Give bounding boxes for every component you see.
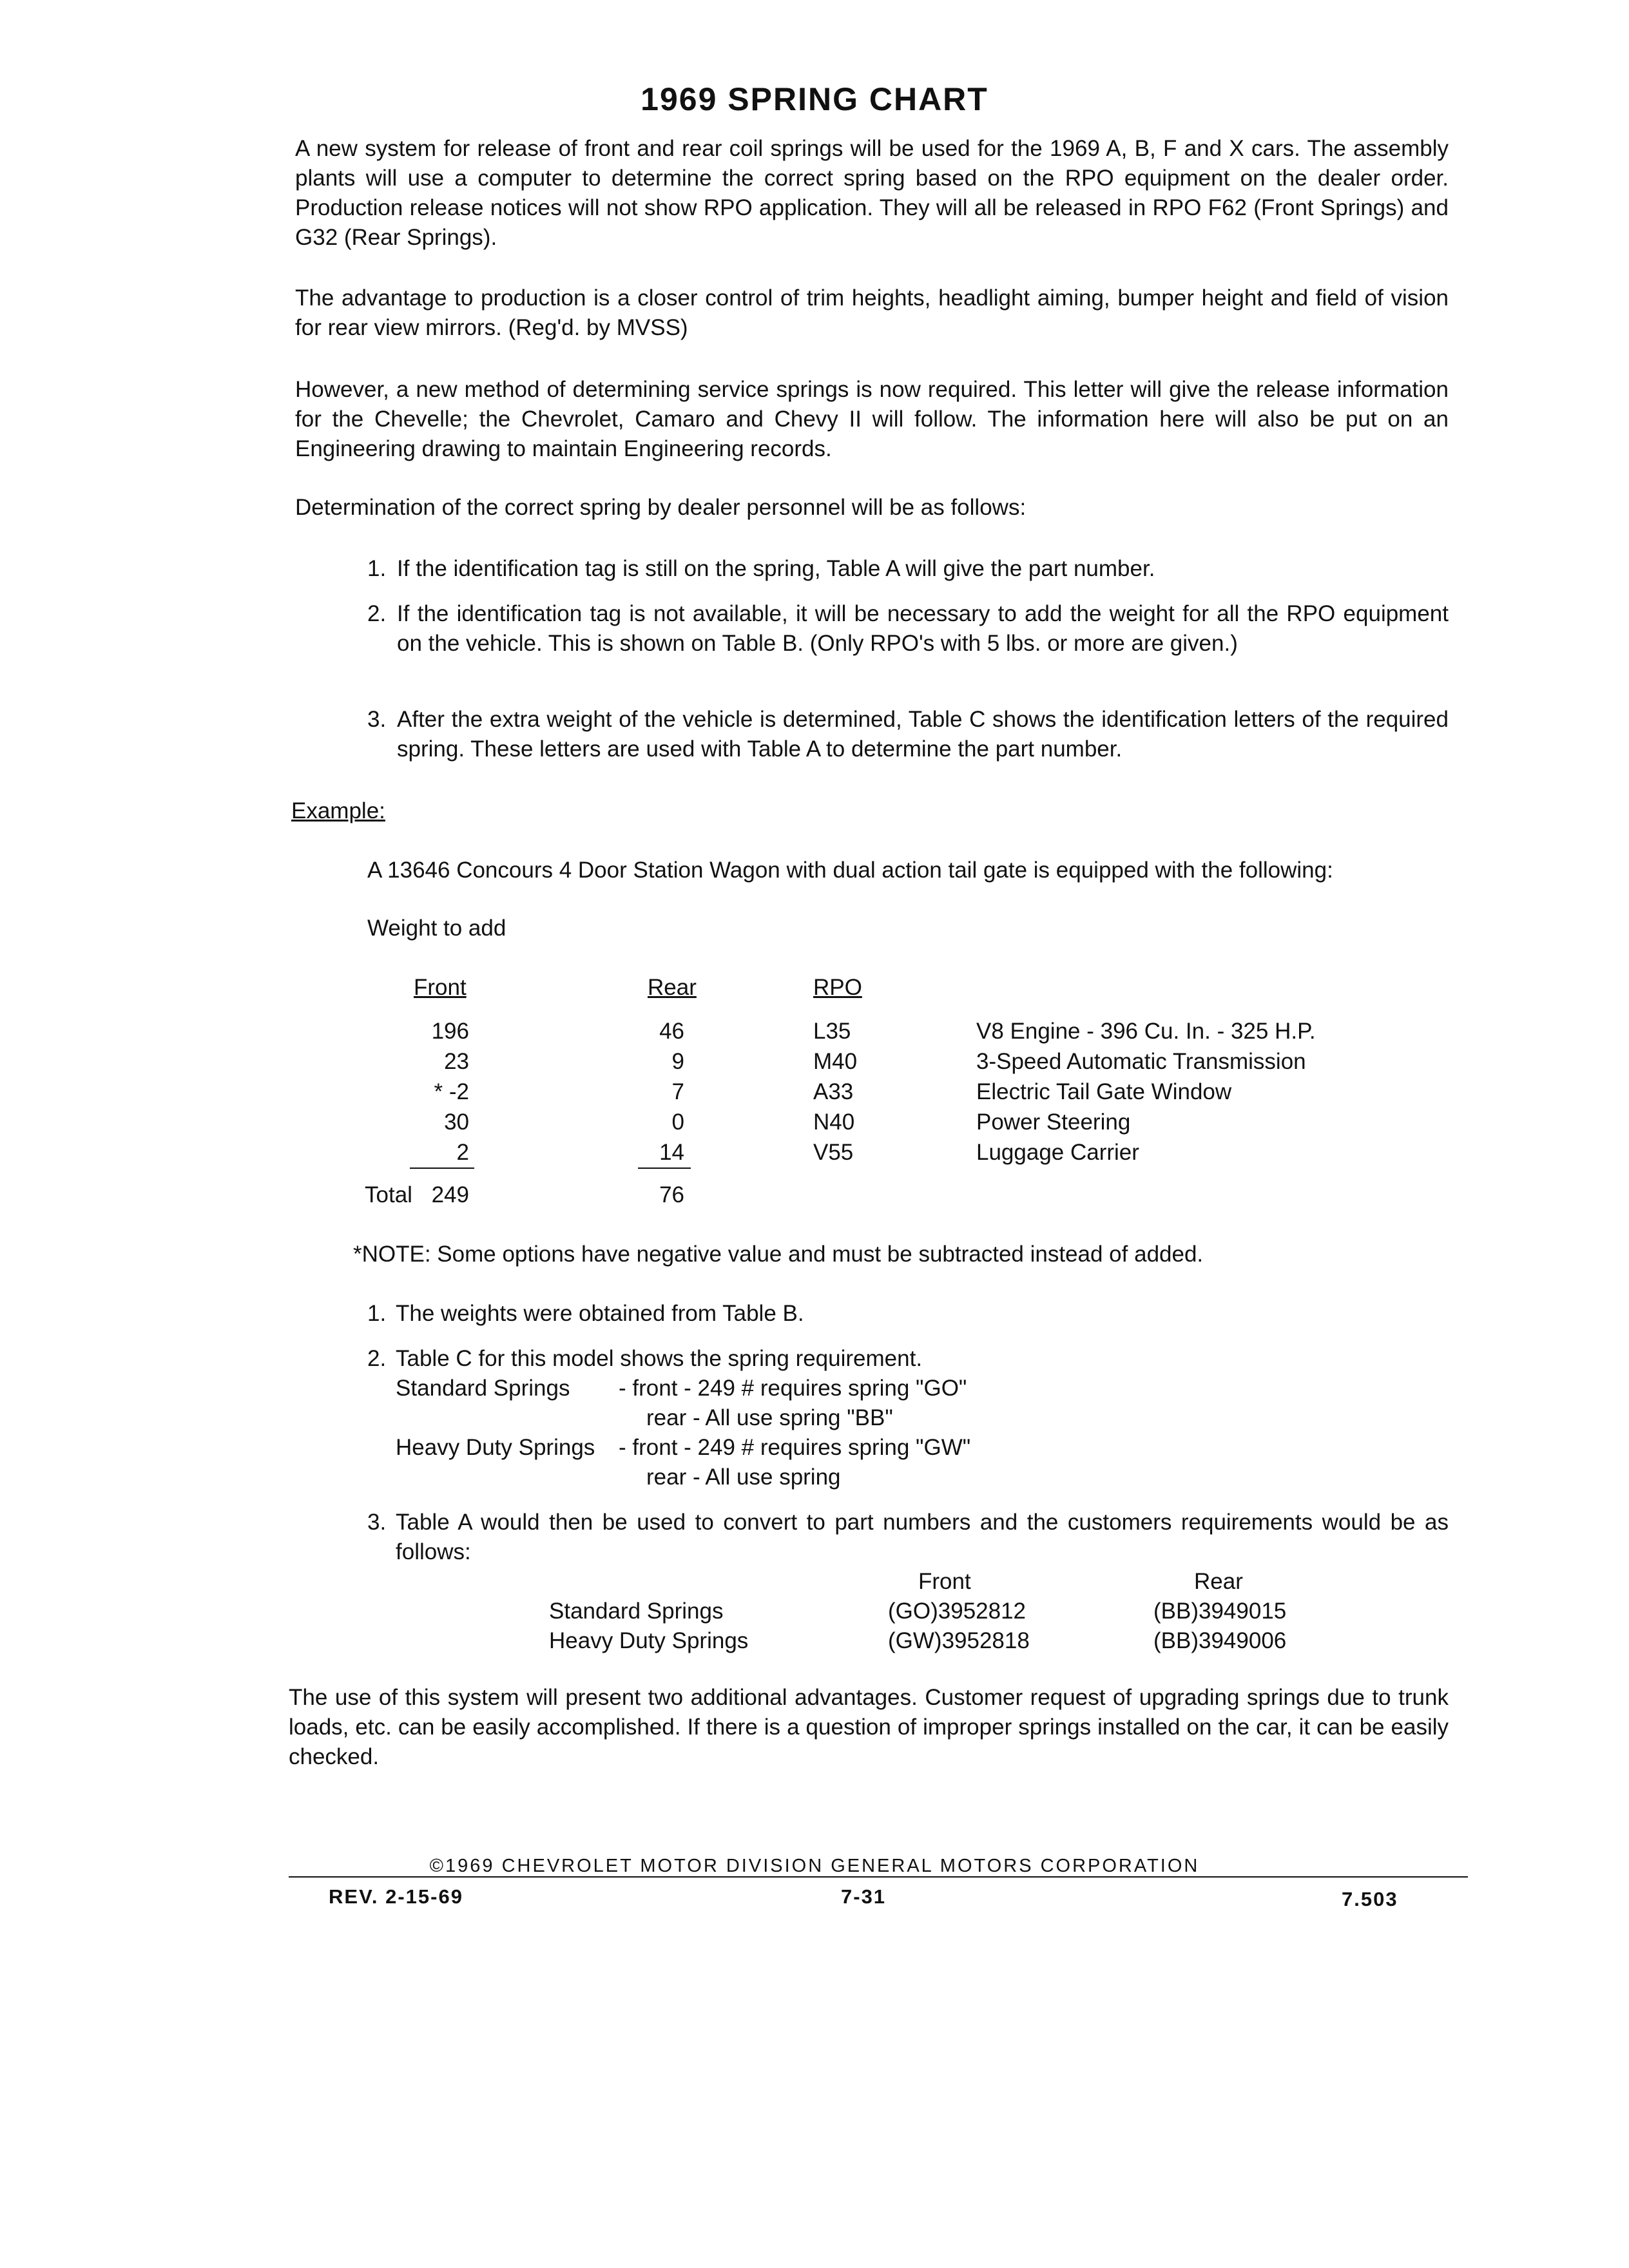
note-text: Table A would then be used to convert to part numbers and the customers requirements would be as follows:	[396, 1510, 1449, 1564]
rpo-description-cell: Electric Tail Gate Window	[976, 1079, 1232, 1104]
rpo-code-cell: V55	[813, 1140, 854, 1165]
weight-label: Weight to add	[367, 916, 506, 941]
weight-front-cell: 196	[431, 1019, 469, 1044]
rpo-description-cell: Power Steering	[976, 1110, 1131, 1135]
step-text: After the extra weight of the vehicle is determined, Table C shows the identification letters of the required spring. These letters are used with Table A to determine the part number.	[397, 707, 1449, 762]
note-number: 1.	[367, 1301, 387, 1326]
determination-paragraph: Determination of the correct spring by dealer personnel will be as follows:	[295, 495, 1027, 520]
step-number: 1.	[367, 556, 387, 581]
example-heading: Example:	[291, 798, 385, 823]
advantage-paragraph: The advantage to production is a closer control of trim heights, headlight aiming, bumper height and field of vision for rear view mirrors. (Reg'd. by MVSS)	[295, 285, 1449, 340]
total-label: Total	[365, 1182, 412, 1207]
weight-front-cell: 2	[456, 1140, 469, 1165]
document-number: 7.503	[1342, 1888, 1398, 1910]
total-front: 249	[431, 1182, 469, 1207]
heavy-duty-springs-label: Heavy Duty Springs	[396, 1435, 595, 1460]
rear-total-rule	[638, 1168, 691, 1169]
part-number-front: (GO)3952812	[888, 1599, 1027, 1624]
standard-front-requirement: - front - 249 # requires spring "GO"	[619, 1376, 967, 1401]
intro-paragraph: A new system for release of front and rear coil springs will be used for the 1969 A, B, F and X cars. The assembly plants will use a computer to determine the correct spring based on the RPO equipment on the dealer order. Production release notices will not show RPO application. They will all be released in RPO F62 (Front Springs) and G32 (Rear Springs).	[295, 136, 1449, 250]
standard-rear-requirement: rear - All use spring "BB"	[646, 1405, 893, 1430]
rpo-description-cell: V8 Engine - 396 Cu. In. - 325 H.P.	[976, 1019, 1316, 1044]
standard-springs-label: Standard Springs	[396, 1376, 570, 1401]
rpo-code-cell: L35	[813, 1019, 851, 1044]
part-column-rear: Rear	[1194, 1569, 1243, 1594]
weight-front-cell: * -2	[434, 1079, 469, 1104]
example-intro: A 13646 Concours 4 Door Station Wagon with dual action tail gate is equipped with the following:	[367, 858, 1333, 883]
column-header-front: Front	[414, 975, 467, 1000]
weight-rear-cell: 0	[671, 1110, 684, 1135]
part-column-front: Front	[918, 1569, 971, 1594]
negative-value-note: *NOTE: Some options have negative value and must be subtracted instead of added.	[353, 1242, 1204, 1267]
column-header-rpo: RPO	[813, 975, 862, 1000]
step-number: 3.	[367, 707, 387, 732]
rpo-description-cell: 3-Speed Automatic Transmission	[976, 1049, 1306, 1074]
weight-rear-cell: 14	[659, 1140, 684, 1165]
page-title: 1969 SPRING CHART	[641, 81, 988, 117]
service-paragraph: However, a new method of determining service springs is now required. This letter will give the release information for the Chevelle; the Chevrolet, Camaro and Chevy II will follow. The information here will also be put on an Engineering drawing to maintain Engineering records.	[295, 377, 1449, 461]
step-text: If the identification tag is not available, it will be necessary to add the weight for all the RPO equipment on the vehicle. This is shown on Table B. (Only RPO's with 5 lbs. or more are given.)	[397, 601, 1449, 656]
weight-rear-cell: 9	[671, 1049, 684, 1074]
part-number-rear: (BB)3949006	[1153, 1628, 1287, 1653]
footer-copyright	[0, 1856, 1629, 1877]
note-number: 2.	[367, 1346, 387, 1371]
rpo-code-cell: N40	[813, 1110, 855, 1135]
part-number-rear: (BB)3949015	[1153, 1599, 1287, 1624]
weight-front-cell: 23	[444, 1049, 469, 1074]
part-number-front: (GW)3952818	[888, 1628, 1030, 1653]
footer-copyright-text: ©1969 CHEVROLET MOTOR DIVISION GENERAL MOTORS CORPORATION	[426, 1856, 1204, 1876]
part-row-label: Standard Springs	[549, 1599, 724, 1624]
part-row-label: Heavy Duty Springs	[549, 1628, 749, 1653]
page-number: 7-31	[841, 1885, 887, 1908]
weight-rear-cell: 7	[671, 1079, 684, 1104]
heavy-duty-rear-requirement: rear - All use spring	[646, 1465, 841, 1490]
note-text: Table C for this model shows the spring requirement.	[396, 1346, 923, 1371]
note-text: The weights were obtained from Table B.	[396, 1301, 804, 1326]
note-number: 3.	[367, 1510, 387, 1535]
revision-date: REV. 2-15-69	[329, 1885, 463, 1908]
weight-rear-cell: 46	[659, 1019, 684, 1044]
weight-front-cell: 30	[444, 1110, 469, 1135]
rpo-description-cell: Luggage Carrier	[976, 1140, 1139, 1165]
rpo-code-cell: A33	[813, 1079, 854, 1104]
heavy-duty-front-requirement: - front - 249 # requires spring "GW"	[619, 1435, 971, 1460]
column-header-rear: Rear	[648, 975, 697, 1000]
front-total-rule	[410, 1168, 474, 1169]
step-text: If the identification tag is still on the spring, Table A will give the part number.	[397, 556, 1155, 581]
closing-paragraph: The use of this system will present two additional advantages. Customer request of upgrading springs due to trunk loads, etc. can be easily accomplished. If there is a question of improper springs installed on the car, it can be easily checked.	[289, 1685, 1449, 1769]
total-rear: 76	[659, 1182, 684, 1207]
step-number: 2.	[367, 601, 387, 626]
rpo-code-cell: M40	[813, 1049, 858, 1074]
